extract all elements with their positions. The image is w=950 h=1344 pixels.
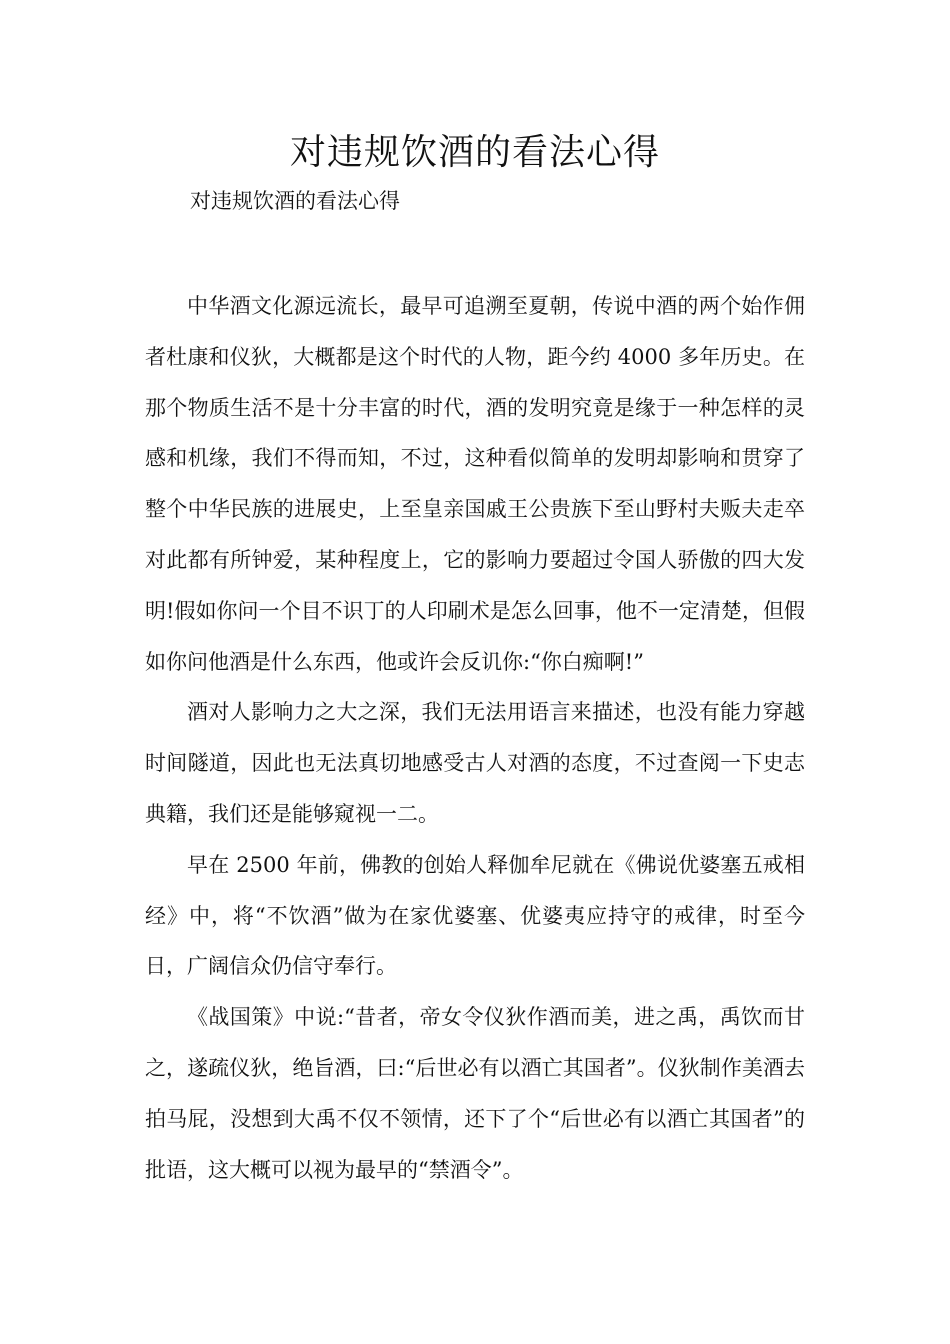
document-title: 对违规饮酒的看法心得 xyxy=(289,132,660,173)
document-body xyxy=(145,281,805,1195)
document-subtitle: 对违规饮酒的看法心得 xyxy=(190,189,400,213)
paragraph: 早在 2500 年前，佛教的创始人释伽牟尼就在《佛说优婆塞五戒相经》中，将“不饮酒”做为在家优婆塞、优婆夷应持守的戒律，时至今日，广阔信众仍信守奉行。 xyxy=(145,852,805,979)
paragraph: 中华酒文化源远流长，最早可追溯至夏朝，传说中酒的两个始作佣者杜康和仪狄，大概都是这个时代的人物，距今约 4000 多年历史。在那个物质生活不是十分丰富的时代，酒的发明究竟是缘于一种怎样的灵感和机缘，我们不得而知，不过，这种看似简单的发明却影响和贯穿了整个中华民族的进展史，上至皇亲国戚王公贵族下至山野村夫贩夫走卒对此都有所钟爱，某种程度上，它的影响力要超过令国人骄傲的四大发明!假如你问一个目不识丁的人印刷术是怎么回事，他不一定清楚，但假如你问他酒是什么东西，他或许会反讥你:“你白痴啊!” xyxy=(145,294,805,674)
paragraph: 酒对人影响力之大之深，我们无法用语言来描述，也没有能力穿越时间隧道，因此也无法真切地感受古人对酒的态度，不过查阅一下史志典籍，我们还是能够窥视一二。 xyxy=(145,700,805,826)
paragraph: 《战国策》中说:“昔者，帝女令仪狄作酒而美，进之禹，禹饮而甘之，遂疏仪狄，绝旨酒，曰:“后世必有以酒亡其国者”。仪狄制作美酒去拍马屁，没想到大禹不仅不领情，还下了个“后世必有以酒亡其国者”的批语，这大概可以视为最早的“禁酒令”。 xyxy=(145,1005,805,1182)
